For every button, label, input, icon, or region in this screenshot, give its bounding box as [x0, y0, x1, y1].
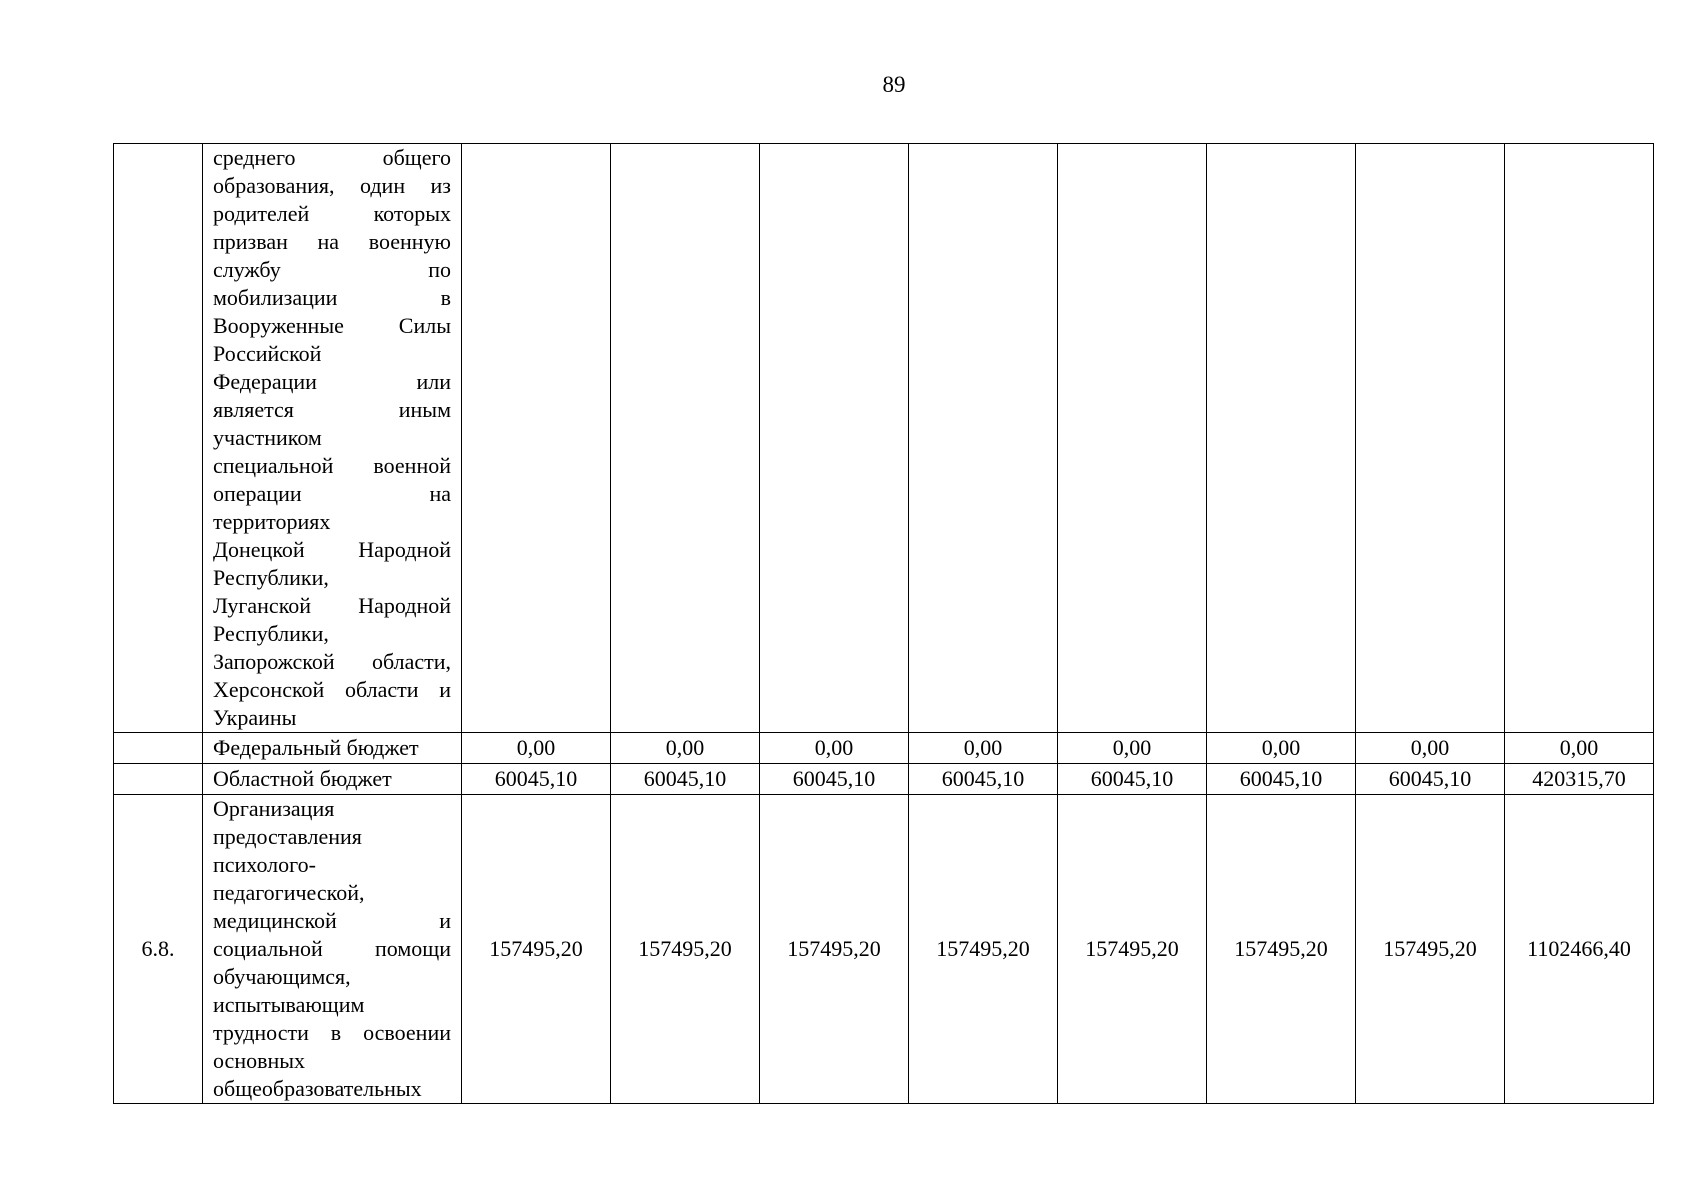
value-cell: 60045,10	[462, 764, 611, 795]
value-cell: 60045,10	[760, 764, 909, 795]
description-line: медицинской и	[213, 908, 451, 933]
value-cell	[462, 144, 611, 733]
description-line: Украины	[213, 705, 297, 730]
value-cell: 157495,20	[462, 795, 611, 1104]
value-cell: 0,00	[760, 733, 909, 764]
value-cell: 60045,10	[1356, 764, 1505, 795]
value-cell: 60045,10	[909, 764, 1058, 795]
description-line: участником	[213, 425, 322, 450]
page-number: 89	[882, 72, 906, 97]
description-line: общеобразовательных	[213, 1076, 422, 1101]
description-line: Республики,	[213, 565, 329, 590]
value-cell: 60045,10	[1207, 764, 1356, 795]
description-line: Республики,	[213, 621, 329, 646]
row-description	[203, 795, 462, 1104]
description-line: предоставления	[213, 824, 362, 849]
description-line: Организация	[213, 796, 335, 821]
row-index	[114, 764, 203, 795]
value-cell: 420315,70	[1505, 764, 1654, 795]
description-line: образования, один из	[213, 173, 451, 198]
value-cell: 1102466,40	[1505, 795, 1654, 1104]
description-line: родителей которых	[213, 201, 451, 226]
value-cell: 0,00	[611, 733, 760, 764]
description-line: испытывающим	[213, 992, 365, 1017]
description-line: основных	[213, 1048, 306, 1073]
table-row	[114, 733, 1654, 764]
description-line: специальной военной	[213, 453, 451, 478]
value-cell	[909, 144, 1058, 733]
value-cell: 60045,10	[1058, 764, 1207, 795]
description-line: территориях	[213, 509, 331, 534]
table-row	[114, 144, 1654, 733]
value-cell: 157495,20	[760, 795, 909, 1104]
description-line: призван на военную	[213, 229, 451, 254]
description-line: Херсонской области и	[213, 677, 451, 702]
description-line: мобилизации в	[213, 285, 451, 310]
description-line: операции на	[213, 481, 451, 506]
description-line: Запорожской области,	[213, 649, 451, 674]
value-cell: 0,00	[1207, 733, 1356, 764]
value-cell: 157495,20	[1058, 795, 1207, 1104]
description-line: обучающимся,	[213, 964, 351, 989]
description-line: Донецкой Народной	[213, 537, 451, 562]
budget-table	[113, 143, 1654, 1104]
value-cell	[1207, 144, 1356, 733]
table-row	[114, 764, 1654, 795]
row-index: 6.8.	[114, 795, 203, 1104]
description-line: Вооруженные Силы	[213, 313, 451, 338]
value-cell: 0,00	[1505, 733, 1654, 764]
row-index	[114, 144, 203, 733]
description-line: среднего общего	[213, 145, 451, 170]
value-cell: 0,00	[1058, 733, 1207, 764]
value-cell: 157495,20	[909, 795, 1058, 1104]
row-description: Областной бюджет	[203, 764, 462, 795]
value-cell: 157495,20	[611, 795, 760, 1104]
description-line: психолого-	[213, 852, 316, 877]
value-cell	[760, 144, 909, 733]
value-cell	[1505, 144, 1654, 733]
description-line: педагогической,	[213, 880, 365, 905]
value-cell: 157495,20	[1207, 795, 1356, 1104]
table-row	[114, 795, 1654, 1104]
value-cell: 60045,10	[611, 764, 760, 795]
row-description: Федеральный бюджет	[203, 733, 462, 764]
value-cell: 0,00	[462, 733, 611, 764]
description-line: социальной помощи	[213, 936, 451, 961]
value-cell	[1356, 144, 1505, 733]
description-line: является иным	[213, 397, 451, 422]
row-index	[114, 733, 203, 764]
value-cell: 157495,20	[1356, 795, 1505, 1104]
description-line: Луганской Народной	[213, 593, 451, 618]
value-cell: 0,00	[909, 733, 1058, 764]
description-line: Российской	[213, 341, 322, 366]
description-line: Федерации или	[213, 369, 451, 394]
value-cell	[1058, 144, 1207, 733]
description-line: службу по	[213, 257, 451, 282]
value-cell: 0,00	[1356, 733, 1505, 764]
description-line: трудности в освоении	[213, 1020, 451, 1045]
row-description	[203, 144, 462, 733]
value-cell	[611, 144, 760, 733]
